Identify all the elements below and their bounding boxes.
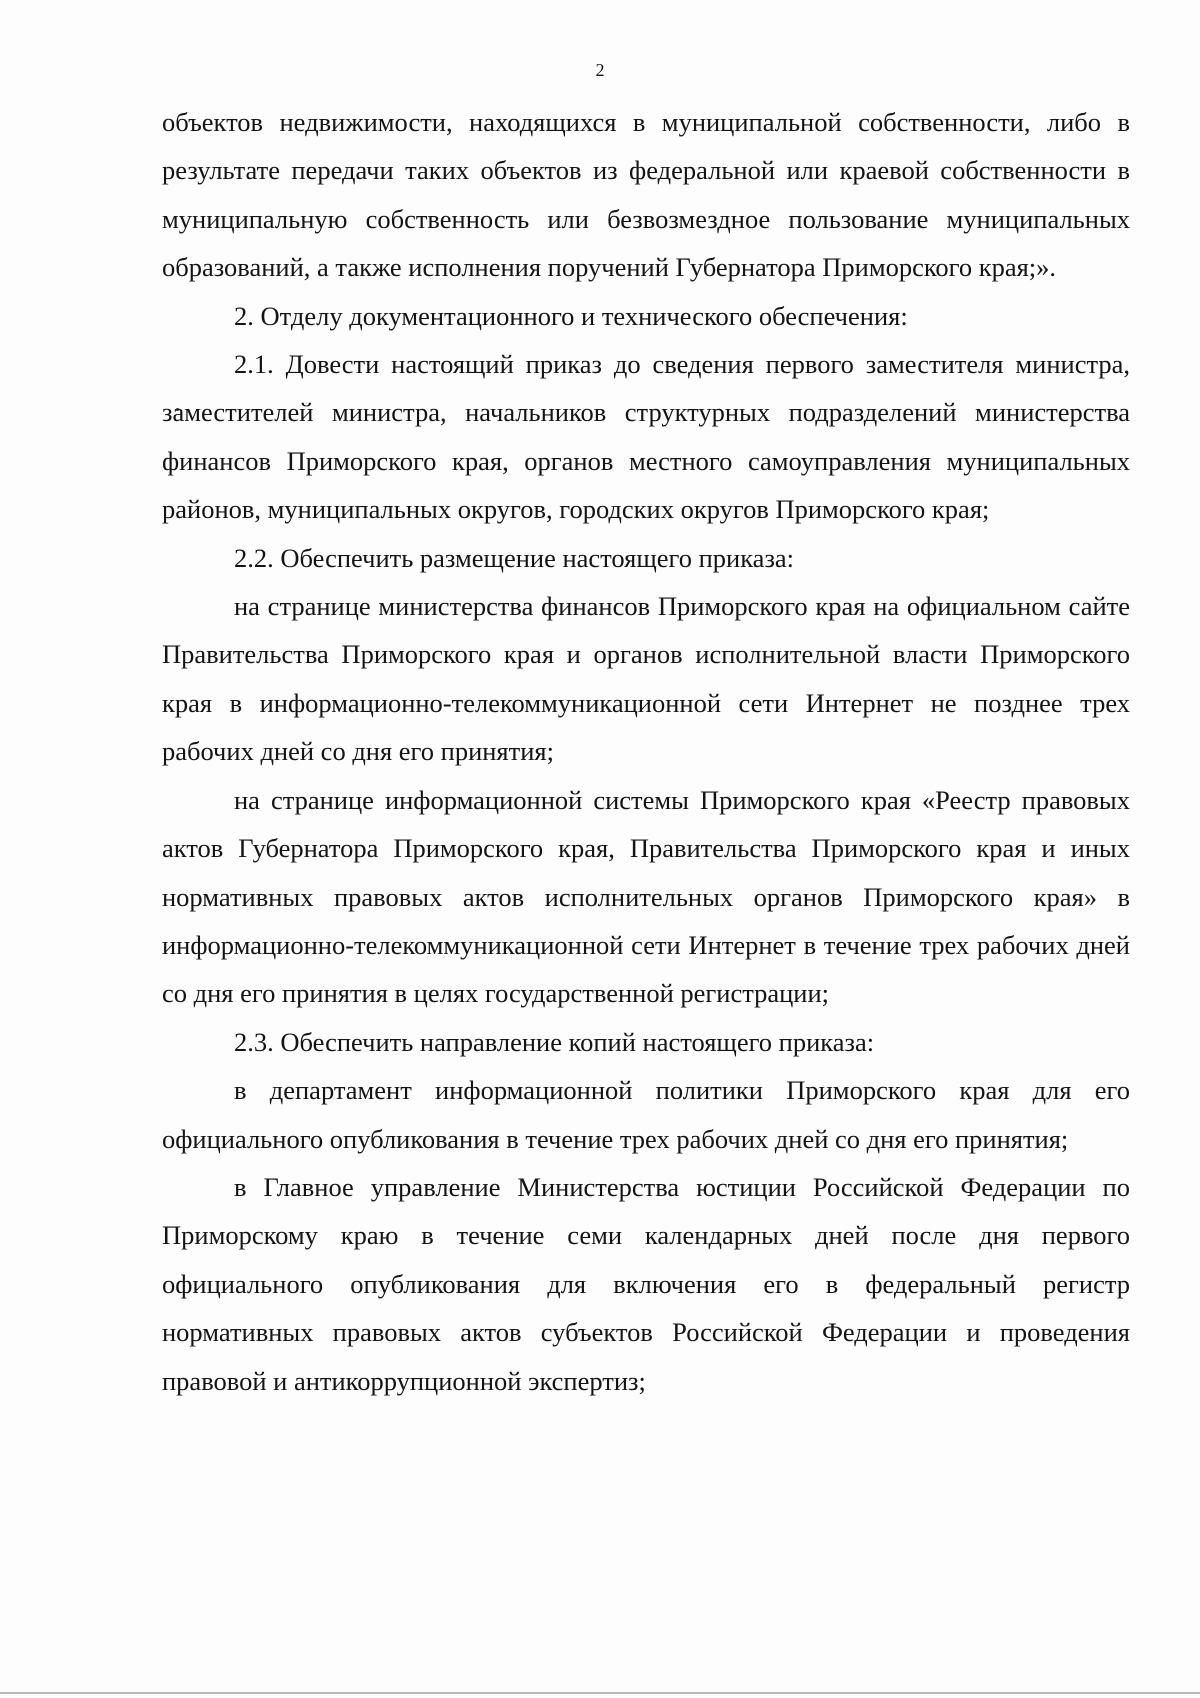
paragraph-registry-page: на странице информационной системы Приморского края «Реестр правовых актов Губернатора Приморского края, Правительства Приморского края и иных нормативных правовых актов исполнительных органов Приморского края» в информационно-телекоммуникационной сети Интернет в течение трех рабочих дней со дня его принятия в целях государственной регистрации; xyxy=(162,784,1130,1009)
paragraph-item-2: 2. Отделу документационного и технического обеспечения: xyxy=(234,300,908,331)
paragraph-item-2-3: 2.3. Обеспечить направление копий настоящего приказа: xyxy=(234,1026,875,1057)
page-number: 2 xyxy=(595,60,605,80)
paragraph-justice-ministry: в Главное управление Министерства юстиции Российской Федерации по Приморскому краю в течение семи календарных дней после дня первого официального опубликования для включения его в федеральный регистр нормативных правовых актов субъектов Российской Федерации и проведения правовой и антикоррупционной экспертиз; xyxy=(162,1171,1130,1396)
paragraph-continuation: объектов недвижимости, находящихся в муниципальной собственности, либо в результате передачи таких объектов из федеральной или краевой собственности в муниципальную собственность или безвозмездное пользование муниципальных образований, а также исполнения поручений Губернатора Приморского края;». xyxy=(162,107,1130,283)
paragraph-minfin-page: на странице министерства финансов Приморского края на официальном сайте Правительства Приморского края и органов исполнительной власти Приморского края в информационно-телекоммуникационной сети Интернет не позднее трех рабочих дней со дня его принятия; xyxy=(162,591,1130,767)
document-body xyxy=(162,98,1130,1405)
paragraph-info-policy-dept: в департамент информационной политики Приморского края для его официального опубликования в течение трех рабочих дней со дня его принятия; xyxy=(162,1075,1130,1154)
paragraph-item-2-1: 2.1. Довести настоящий приказ до сведения первого заместителя министра, заместителей министра, начальников структурных подразделений министерства финансов Приморского края, органов местного самоуправления муниципальных районов, муниципальных округов, городских округов Приморского края; xyxy=(162,349,1130,525)
page-bottom-edge xyxy=(0,1692,1200,1694)
paragraph-item-2-2: 2.2. Обеспечить размещение настоящего приказа: xyxy=(234,542,795,573)
